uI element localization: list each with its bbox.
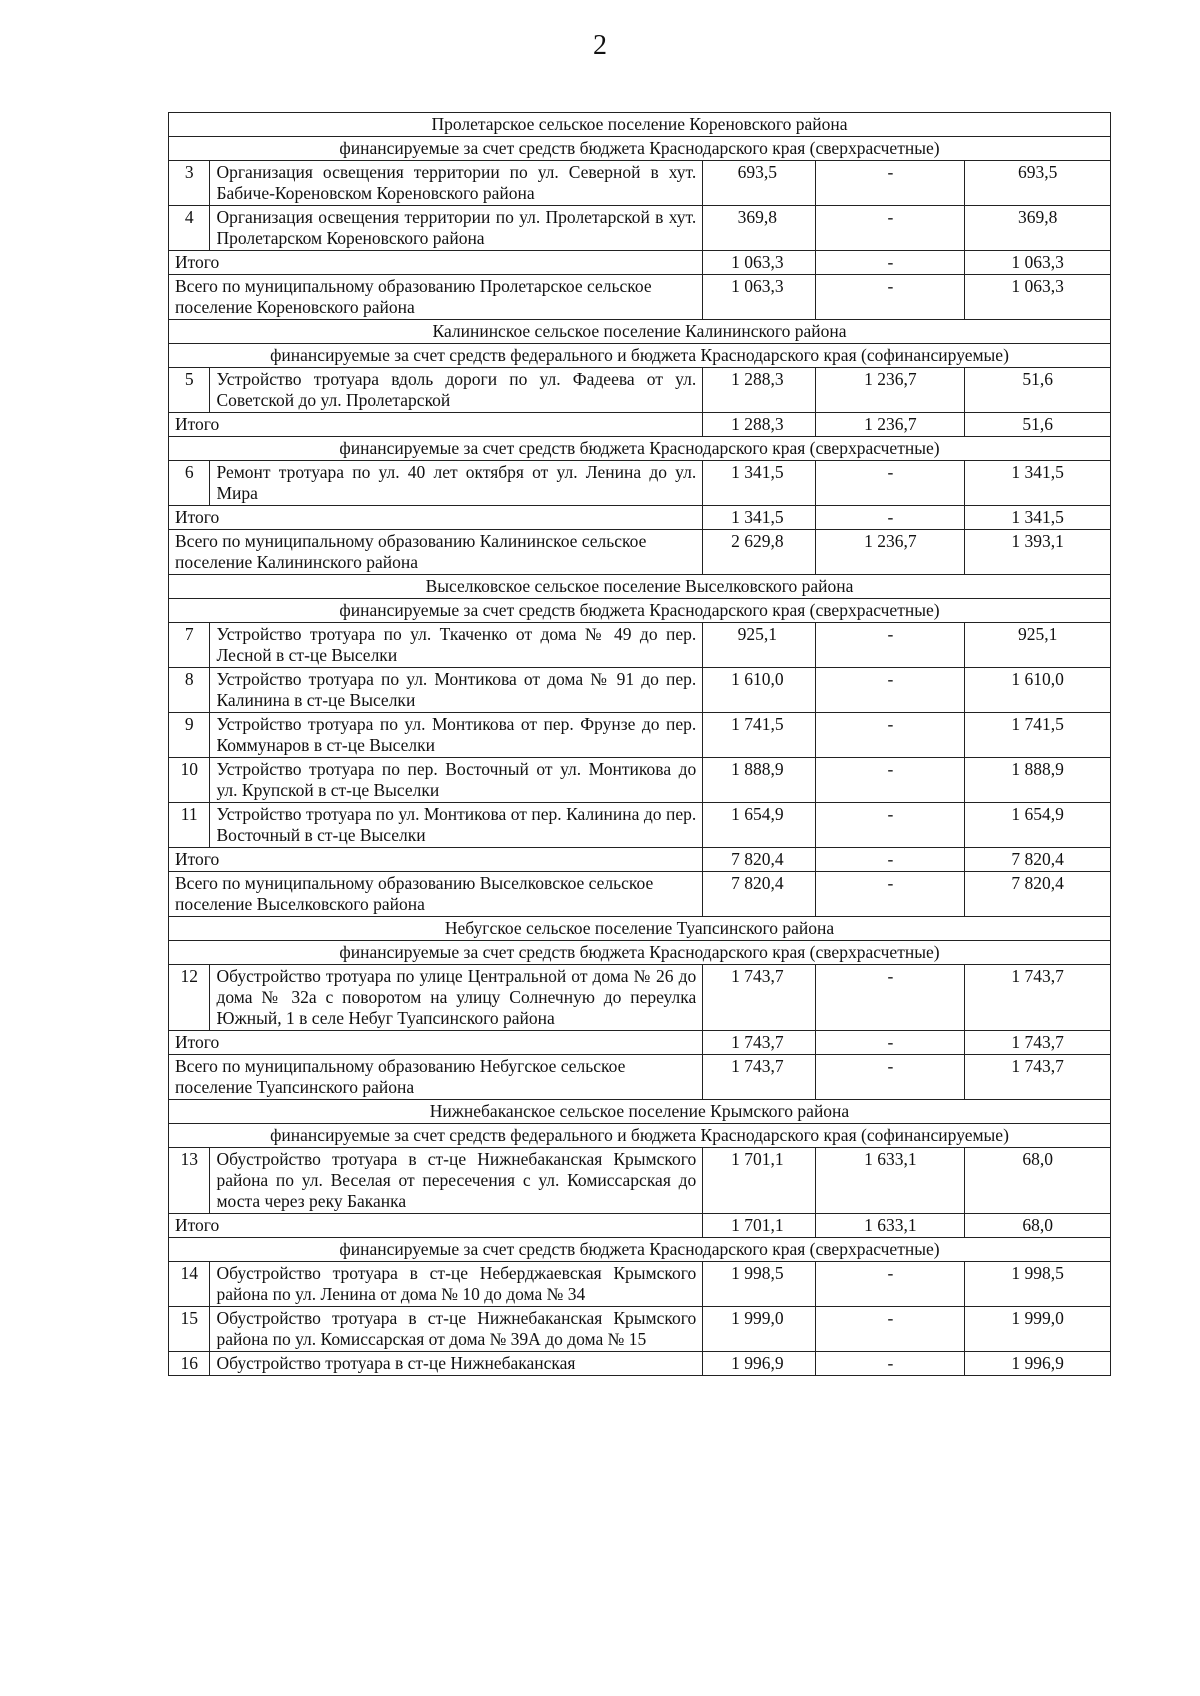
federal-amount: -: [816, 251, 965, 275]
federal-amount: -: [816, 803, 965, 848]
total-amount: 1 288,3: [703, 413, 816, 437]
row-description: Обустройство тротуара в ст-це Неберджаевская Крымского района по ул. Ленина от дома № 10 до дома № 34: [210, 1262, 703, 1307]
row-number: 10: [169, 758, 210, 803]
regional-amount: 1 741,5: [965, 713, 1111, 758]
table-row: [169, 1148, 1111, 1214]
total-row: [169, 413, 1111, 437]
total-row: [169, 251, 1111, 275]
federal-amount: 1 236,7: [816, 530, 965, 575]
row-description: Организация освещения территории по ул. Северной в хут. Бабиче-Кореновском Кореновского района: [210, 161, 703, 206]
federal-amount: -: [816, 1352, 965, 1376]
total-label: Всего по муниципальному образованию Выселковское сельское поселение Выселковского района: [169, 872, 703, 917]
total-amount: 1 288,3: [703, 368, 816, 413]
table-row: [169, 206, 1111, 251]
row-number: 8: [169, 668, 210, 713]
regional-amount: 1 393,1: [965, 530, 1111, 575]
federal-amount: -: [816, 668, 965, 713]
total-amount: 2 629,8: [703, 530, 816, 575]
federal-amount: -: [816, 161, 965, 206]
regional-amount: 1 743,7: [965, 965, 1111, 1031]
table-row: [169, 803, 1111, 848]
regional-amount: 1 743,7: [965, 1031, 1111, 1055]
federal-amount: -: [816, 206, 965, 251]
funding-subheader-row: [169, 599, 1111, 623]
total-amount: 369,8: [703, 206, 816, 251]
regional-amount: 1 341,5: [965, 506, 1111, 530]
total-row: [169, 1214, 1111, 1238]
total-row: [169, 275, 1111, 320]
funding-subheader-row: [169, 344, 1111, 368]
table-row: [169, 1262, 1111, 1307]
page-number: 2: [593, 30, 607, 61]
total-amount: 1 654,9: [703, 803, 816, 848]
row-description: Устройство тротуара по ул. Монтикова от дома № 91 до пер. Калинина в ст-це Выселки: [210, 668, 703, 713]
regional-amount: 7 820,4: [965, 872, 1111, 917]
table-row: [169, 623, 1111, 668]
total-label: Итого: [169, 506, 703, 530]
section-header-row: [169, 320, 1111, 344]
section-header-row: [169, 917, 1111, 941]
table-row: [169, 161, 1111, 206]
total-amount: 693,5: [703, 161, 816, 206]
table-row: [169, 758, 1111, 803]
regional-amount: 693,5: [965, 161, 1111, 206]
regional-amount: 68,0: [965, 1214, 1111, 1238]
total-amount: 7 820,4: [703, 872, 816, 917]
regional-amount: 1 998,5: [965, 1262, 1111, 1307]
regional-amount: 68,0: [965, 1148, 1111, 1214]
row-number: 4: [169, 206, 210, 251]
total-row: [169, 848, 1111, 872]
section-title: Калининское сельское поселение Калининского района: [169, 320, 1111, 344]
federal-amount: 1 633,1: [816, 1214, 965, 1238]
table-row: [169, 1307, 1111, 1352]
row-description: Обустройство тротуара в ст-це Нижнебаканская Крымского района по ул. Веселая от пересечения с ул. Комиссарская до моста через реку Баканка: [210, 1148, 703, 1214]
federal-amount: -: [816, 1307, 965, 1352]
funding-subheader-row: [169, 1124, 1111, 1148]
funding-source-title: финансируемые за счет средств бюджета Краснодарского края (сверхрасчетные): [169, 437, 1111, 461]
table-row: [169, 965, 1111, 1031]
total-amount: 1 341,5: [703, 506, 816, 530]
budget-table: [168, 112, 1111, 1376]
table-row: [169, 368, 1111, 413]
row-number: 13: [169, 1148, 210, 1214]
total-amount: 1 996,9: [703, 1352, 816, 1376]
total-label: Итого: [169, 1214, 703, 1238]
federal-amount: -: [816, 623, 965, 668]
section-header-row: [169, 1100, 1111, 1124]
row-number: 15: [169, 1307, 210, 1352]
row-description: Устройство тротуара по пер. Восточный от ул. Монтикова до ул. Крупской в ст-це Выселки: [210, 758, 703, 803]
federal-amount: -: [816, 758, 965, 803]
funding-subheader-row: [169, 941, 1111, 965]
row-description: Устройство тротуара по ул. Монтикова от пер. Калинина до пер. Восточный в ст-це Выселки: [210, 803, 703, 848]
federal-amount: 1 633,1: [816, 1148, 965, 1214]
row-number: 14: [169, 1262, 210, 1307]
total-row: [169, 1031, 1111, 1055]
funding-subheader-row: [169, 137, 1111, 161]
total-row: [169, 506, 1111, 530]
total-amount: 1 341,5: [703, 461, 816, 506]
funding-source-title: финансируемые за счет средств федерального и бюджета Краснодарского края (софинансируемые): [169, 344, 1111, 368]
total-label: Всего по муниципальному образованию Калининское сельское поселение Калининского района: [169, 530, 703, 575]
section-title: Выселковское сельское поселение Выселковского района: [169, 575, 1111, 599]
regional-amount: 1 999,0: [965, 1307, 1111, 1352]
federal-amount: -: [816, 965, 965, 1031]
table-row: [169, 713, 1111, 758]
row-description: Устройство тротуара по ул. Ткаченко от дома № 49 до пер. Лесной в ст-це Выселки: [210, 623, 703, 668]
regional-amount: 925,1: [965, 623, 1111, 668]
funding-subheader-row: [169, 437, 1111, 461]
row-number: 16: [169, 1352, 210, 1376]
total-amount: 1 701,1: [703, 1214, 816, 1238]
regional-amount: 51,6: [965, 413, 1111, 437]
federal-amount: -: [816, 713, 965, 758]
regional-amount: 1 610,0: [965, 668, 1111, 713]
total-amount: 1 888,9: [703, 758, 816, 803]
row-number: 6: [169, 461, 210, 506]
regional-amount: 1 063,3: [965, 251, 1111, 275]
total-amount: 1 063,3: [703, 275, 816, 320]
funding-source-title: финансируемые за счет средств федерального и бюджета Краснодарского края (софинансируемые): [169, 1124, 1111, 1148]
regional-amount: 369,8: [965, 206, 1111, 251]
row-description: Устройство тротуара по ул. Монтикова от пер. Фрунзе до пер. Коммунаров в ст-це Выселки: [210, 713, 703, 758]
funding-subheader-row: [169, 1238, 1111, 1262]
federal-amount: -: [816, 872, 965, 917]
funding-source-title: финансируемые за счет средств бюджета Краснодарского края (сверхрасчетные): [169, 1238, 1111, 1262]
total-amount: 1 743,7: [703, 1055, 816, 1100]
row-number: 5: [169, 368, 210, 413]
total-amount: 1 063,3: [703, 251, 816, 275]
row-description: Устройство тротуара вдоль дороги по ул. Фадеева от ул. Советской до ул. Пролетарской: [210, 368, 703, 413]
regional-amount: 51,6: [965, 368, 1111, 413]
total-amount: 1 741,5: [703, 713, 816, 758]
row-number: 12: [169, 965, 210, 1031]
total-label: Всего по муниципальному образованию Небугское сельское поселение Туапсинского района: [169, 1055, 703, 1100]
funding-source-title: финансируемые за счет средств бюджета Краснодарского края (сверхрасчетные): [169, 599, 1111, 623]
federal-amount: -: [816, 848, 965, 872]
section-title: Пролетарское сельское поселение Кореновского района: [169, 113, 1111, 137]
total-amount: 1 743,7: [703, 1031, 816, 1055]
funding-source-title: финансируемые за счет средств бюджета Краснодарского края (сверхрасчетные): [169, 941, 1111, 965]
total-amount: 7 820,4: [703, 848, 816, 872]
funding-source-title: финансируемые за счет средств бюджета Краснодарского края (сверхрасчетные): [169, 137, 1111, 161]
row-number: 9: [169, 713, 210, 758]
total-label: Итого: [169, 1031, 703, 1055]
row-number: 11: [169, 803, 210, 848]
row-description: Обустройство тротуара по улице Центральной от дома № 26 до дома № 32а с поворотом на улицу Солнечную до переулка Южный, 1 в селе Небуг Туапсинского района: [210, 965, 703, 1031]
regional-amount: 1 341,5: [965, 461, 1111, 506]
section-title: Нижнебаканское сельское поселение Крымского района: [169, 1100, 1111, 1124]
regional-amount: 1 654,9: [965, 803, 1111, 848]
total-row: [169, 872, 1111, 917]
total-amount: 1 998,5: [703, 1262, 816, 1307]
total-amount: 925,1: [703, 623, 816, 668]
federal-amount: -: [816, 461, 965, 506]
total-amount: 1 743,7: [703, 965, 816, 1031]
total-row: [169, 1055, 1111, 1100]
total-amount: 1 999,0: [703, 1307, 816, 1352]
federal-amount: -: [816, 1031, 965, 1055]
federal-amount: 1 236,7: [816, 413, 965, 437]
total-amount: 1 610,0: [703, 668, 816, 713]
federal-amount: -: [816, 506, 965, 530]
total-label: Итого: [169, 413, 703, 437]
total-row: [169, 530, 1111, 575]
table-body: [169, 113, 1111, 1376]
row-description: Обустройство тротуара в ст-це Нижнебаканская Крымского района по ул. Комиссарская от дома № 39А до дома № 15: [210, 1307, 703, 1352]
total-label: Итого: [169, 848, 703, 872]
row-description: Ремонт тротуара по ул. 40 лет октября от ул. Ленина до ул. Мира: [210, 461, 703, 506]
total-label: Итого: [169, 251, 703, 275]
regional-amount: 1 996,9: [965, 1352, 1111, 1376]
section-header-row: [169, 575, 1111, 599]
regional-amount: 1 743,7: [965, 1055, 1111, 1100]
section-title: Небугское сельское поселение Туапсинского района: [169, 917, 1111, 941]
total-label: Всего по муниципальному образованию Пролетарское сельское поселение Кореновского района: [169, 275, 703, 320]
regional-amount: 1 888,9: [965, 758, 1111, 803]
row-description: Обустройство тротуара в ст-це Нижнебаканская: [210, 1352, 703, 1376]
row-number: 7: [169, 623, 210, 668]
table-row: [169, 1352, 1111, 1376]
federal-amount: -: [816, 1055, 965, 1100]
table-row: [169, 668, 1111, 713]
regional-amount: 1 063,3: [965, 275, 1111, 320]
total-amount: 1 701,1: [703, 1148, 816, 1214]
table-row: [169, 461, 1111, 506]
federal-amount: 1 236,7: [816, 368, 965, 413]
federal-amount: -: [816, 1262, 965, 1307]
row-description: Организация освещения территории по ул. Пролетарской в хут. Пролетарском Кореновского района: [210, 206, 703, 251]
row-number: 3: [169, 161, 210, 206]
section-header-row: [169, 113, 1111, 137]
regional-amount: 7 820,4: [965, 848, 1111, 872]
federal-amount: -: [816, 275, 965, 320]
